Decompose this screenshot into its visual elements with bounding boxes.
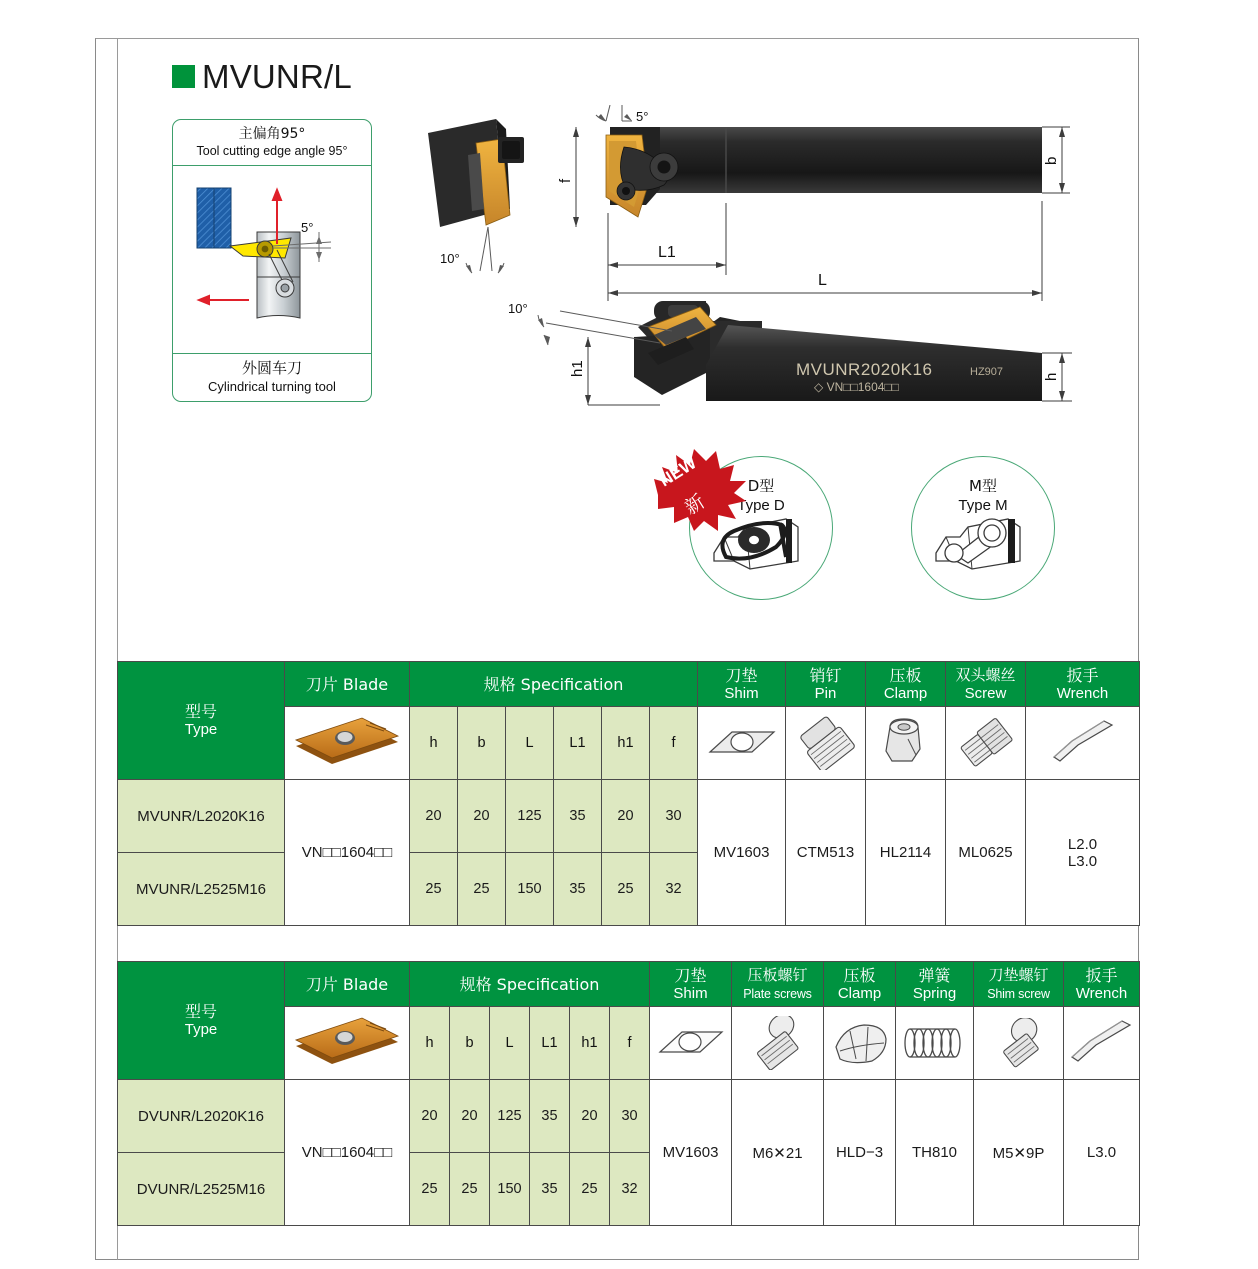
- shank-label-text: MVUNR2020K16: [796, 360, 933, 379]
- table2-spec-header: [410, 962, 650, 1007]
- info-card-footer: [173, 353, 371, 401]
- dim-L1-label: L1: [658, 244, 676, 261]
- table2-part-en-2: Clamp: [837, 984, 882, 1002]
- table2-part-header-0: [650, 962, 732, 1007]
- table1-dim-b: b: [458, 707, 506, 780]
- table2-dim-L: L: [490, 1007, 530, 1080]
- table-row: [118, 780, 1140, 853]
- table1-screw-value: ML0625: [946, 780, 1026, 926]
- table1-part-header-1: [786, 662, 866, 707]
- table1-clamp-icon-cell: [866, 707, 946, 780]
- angle-5-top-callout: [596, 105, 632, 121]
- table1-row1-h1: 25: [602, 853, 650, 926]
- table2-part-cn-1: 压板螺钉: [747, 965, 808, 984]
- dim-h1-label: h1: [569, 360, 586, 377]
- table1-row0-h1: 20: [602, 780, 650, 853]
- tool-technical-drawing: [410, 105, 1090, 415]
- table2-row0-b: 20: [450, 1080, 490, 1153]
- table1-wrench-value: [1026, 780, 1140, 926]
- dim-b-label: b: [1043, 156, 1060, 165]
- page-title: [172, 60, 352, 93]
- table2-part-cn-3: 弹簧: [918, 965, 951, 985]
- table1-row1-h: 25: [410, 853, 458, 926]
- table2-spring-icon-cell: [896, 1007, 974, 1080]
- table1-part-cn-2: 压板: [889, 665, 922, 685]
- table2-row1-L1: 35: [530, 1153, 570, 1226]
- table2-plate-screw-icon-cell: [732, 1007, 824, 1080]
- table2-wrench-value: L3.0: [1064, 1080, 1140, 1226]
- table1-part-cn-0: 刀垫: [725, 665, 758, 685]
- angle-10-insert-label: 10°: [440, 251, 460, 266]
- cutting-angle-en: Tool cutting edge angle 95°: [196, 144, 348, 158]
- table1-wrench-line1: L2.0: [1067, 835, 1098, 853]
- table1-part-en-2: Clamp: [883, 684, 928, 702]
- table2-dim-f: f: [610, 1007, 650, 1080]
- table2-part-cn-2: 压板: [843, 965, 876, 985]
- table2-type-cn: 型号: [184, 1002, 217, 1021]
- table2-clamp-value: HLD−3: [824, 1080, 896, 1226]
- table1-shim-icon-cell: [698, 707, 786, 780]
- table1-header-row-1: [118, 662, 1140, 707]
- table2-row1-L: 150: [490, 1153, 530, 1226]
- table2-dim-h: h: [410, 1007, 450, 1080]
- table2-row1-h1: 25: [570, 1153, 610, 1226]
- table2-part-cn-4: 刀垫螺钉: [988, 965, 1049, 984]
- table2-part-en-5: Wrench: [1075, 984, 1128, 1002]
- table2-row0-type: DVUNR/L2020K16: [118, 1080, 285, 1153]
- new-badge-cn-text: 新: [680, 490, 709, 520]
- dim-L1: [608, 203, 726, 275]
- table1-blade-code: VN□□1604□□: [285, 780, 410, 926]
- table1-row1-type: MVUNR/L2525M16: [118, 853, 285, 926]
- table2-shim-screw-icon-cell: [974, 1007, 1064, 1080]
- table2-row0-L: 125: [490, 1080, 530, 1153]
- table2-dim-b: b: [450, 1007, 490, 1080]
- screw-icon: [955, 717, 1017, 769]
- table1-dim-L1: L1: [554, 707, 602, 780]
- table2-row0-L1: 35: [530, 1080, 570, 1153]
- table1-blade-label: 刀片 Blade: [305, 674, 389, 694]
- table1-row0-f: 30: [650, 780, 698, 853]
- table1-spec-label: 规格 Specification: [483, 674, 624, 694]
- table1-shim-value: MV1603: [698, 780, 786, 926]
- page-title-text: MVUNR/L: [202, 58, 352, 95]
- table2-blade-icon-cell: [285, 1007, 410, 1080]
- table1-type-en: Type: [184, 721, 218, 738]
- plate-screw-icon: [747, 1016, 809, 1070]
- table1-clamp-value: HL2114: [866, 780, 946, 926]
- table2-row0-h1: 20: [570, 1080, 610, 1153]
- table2-wrench-icon-cell: [1064, 1007, 1140, 1080]
- table1-part-cn-4: 扳手: [1066, 665, 1099, 685]
- dim-f-label: f: [557, 178, 574, 183]
- table1-row0-b: 20: [458, 780, 506, 853]
- table1-pin-icon-cell: [786, 707, 866, 780]
- table1-row1-L1: 35: [554, 853, 602, 926]
- table1-pin-value: CTM513: [786, 780, 866, 926]
- table2-part-header-4: [974, 962, 1064, 1007]
- type-d-cn: D型: [747, 477, 775, 495]
- title-bullet-square: [172, 65, 195, 88]
- table2-blade-code: VN□□1604□□: [285, 1080, 410, 1226]
- table2-row0-f: 30: [610, 1080, 650, 1153]
- table1-part-header-4: [1026, 662, 1140, 707]
- table1-dim-h: h: [410, 707, 458, 780]
- tool-info-card: [172, 119, 372, 402]
- table1-part-en-0: Shim: [724, 684, 759, 702]
- table1-row0-h: 20: [410, 780, 458, 853]
- table1-dim-h1: h1: [602, 707, 650, 780]
- table1-blade-icon-cell: [285, 707, 410, 780]
- wrench-icon: [1046, 715, 1120, 771]
- table1-row0-L: 125: [506, 780, 554, 853]
- table2-part-en-3: Spring: [912, 984, 957, 1002]
- dim-f: [573, 127, 579, 227]
- insert-blade-icon: [288, 1012, 406, 1074]
- table1-part-cn-3: 双头螺丝: [955, 665, 1016, 684]
- angle-10-insert-callout: [466, 227, 504, 273]
- table2-part-header-2: [824, 962, 896, 1007]
- info-card-header: [173, 120, 371, 166]
- tool-kind-cn: 外圆车刀: [241, 359, 302, 377]
- spec-table-2: [117, 961, 1140, 1226]
- table1-spec-header: [410, 662, 698, 707]
- table1-type-header: [118, 662, 285, 780]
- table1-row1-f: 32: [650, 853, 698, 926]
- table2-clamp2-icon-cell: [824, 1007, 896, 1080]
- table2-row1-h: 25: [410, 1153, 450, 1226]
- table2-part-cn-5: 扳手: [1085, 965, 1118, 985]
- table1-type-cn: 型号: [184, 702, 217, 721]
- table1-part-en-4: Wrench: [1056, 684, 1109, 702]
- table2-part-cn-0: 刀垫: [674, 965, 707, 985]
- table1-dim-f: f: [650, 707, 698, 780]
- shim-icon: [706, 722, 778, 764]
- spec-table-1: [117, 661, 1140, 926]
- angle-5-label: 5°: [301, 220, 314, 235]
- table1-part-header-3: [946, 662, 1026, 707]
- table2-row1-b: 25: [450, 1153, 490, 1226]
- cutting-angle-cn: 主偏角95°: [238, 126, 306, 142]
- shank-brand-text: HZ907: [970, 366, 1004, 378]
- tool-kind-en: Cylindrical turning tool: [208, 379, 336, 394]
- table1-wrench-icon-cell: [1026, 707, 1140, 780]
- type-d-en: Type D: [737, 497, 785, 514]
- table2-plate-screw-value: M6✕21: [732, 1080, 824, 1226]
- type-m-circle: [911, 456, 1055, 600]
- table2-shim-value: MV1603: [650, 1080, 732, 1226]
- table1-row0-type: MVUNR/L2020K16: [118, 780, 285, 853]
- table2-part-en-1: Plate screws: [743, 986, 812, 1001]
- table1-part-header-2: [866, 662, 946, 707]
- table1-row0-L1: 35: [554, 780, 602, 853]
- table-row: [118, 1080, 1140, 1153]
- wrench-icon: [1066, 1015, 1138, 1071]
- table1-wrench-line2: L3.0: [1067, 852, 1098, 870]
- table1-dim-L: L: [506, 707, 554, 780]
- spring-icon: [900, 1021, 970, 1065]
- dim-L-label: L: [818, 272, 827, 289]
- insert-blade-icon: [288, 712, 406, 774]
- table2-part-header-1: [732, 962, 824, 1007]
- shim-icon: [656, 1022, 726, 1064]
- table2-dim-L1: L1: [530, 1007, 570, 1080]
- table1-part-en-1: Pin: [814, 684, 837, 702]
- type-m-en: Type M: [958, 497, 1008, 514]
- table1-row1-b: 25: [458, 853, 506, 926]
- table2-part-header-5: [1064, 962, 1140, 1007]
- table2-header-row-1: [118, 962, 1140, 1007]
- table1-part-header-0: [698, 662, 786, 707]
- table2-spring-value: TH810: [896, 1080, 974, 1226]
- table2-part-header-3: [896, 962, 974, 1007]
- new-badge-icon: [650, 443, 760, 533]
- type-d-circle: [656, 453, 833, 600]
- angle-10-bottom-label: 10°: [508, 301, 528, 316]
- turning-illustration: [173, 166, 371, 355]
- table2-blade-header: [285, 962, 410, 1007]
- table2-spec-label: 规格 Specification: [459, 974, 600, 994]
- shank-insert-text: ◇ VN□□1604□□: [814, 380, 899, 394]
- insert-isometric-view: [428, 119, 524, 227]
- table1-part-cn-1: 销钉: [809, 665, 842, 685]
- table1-part-en-3: Screw: [964, 684, 1007, 702]
- table2-row1-f: 32: [610, 1153, 650, 1226]
- holder-side-view: [606, 127, 1042, 217]
- table2-type-en: Type: [184, 1021, 218, 1038]
- angle-5-top-label: 5°: [636, 109, 649, 124]
- table1-screw-icon-cell: [946, 707, 1026, 780]
- pin-icon: [795, 716, 857, 770]
- type-m-illustration: [912, 457, 1054, 599]
- table2-type-header: [118, 962, 285, 1080]
- table2-shim-icon-cell: [650, 1007, 732, 1080]
- table1-blade-header: [285, 662, 410, 707]
- table2-part-en-0: Shim: [673, 984, 708, 1002]
- table2-part-en-4: Shim screw: [987, 986, 1050, 1001]
- table2-row1-type: DVUNR/L2525M16: [118, 1153, 285, 1226]
- dim-h-label: h: [1043, 372, 1060, 381]
- table1-row1-L: 150: [506, 853, 554, 926]
- table2-blade-label: 刀片 Blade: [305, 974, 389, 994]
- type-m-cn: M型: [969, 477, 997, 495]
- table2-dim-h1: h1: [570, 1007, 610, 1080]
- clamp-icon: [876, 715, 936, 771]
- new-badge-text: NEW: [656, 453, 700, 491]
- chip-block: [197, 188, 231, 248]
- table2-shim-screw-value: M5✕9P: [974, 1080, 1064, 1226]
- shim-screw-icon: [989, 1018, 1049, 1068]
- table2-row0-h: 20: [410, 1080, 450, 1153]
- clamp2-icon: [828, 1017, 892, 1069]
